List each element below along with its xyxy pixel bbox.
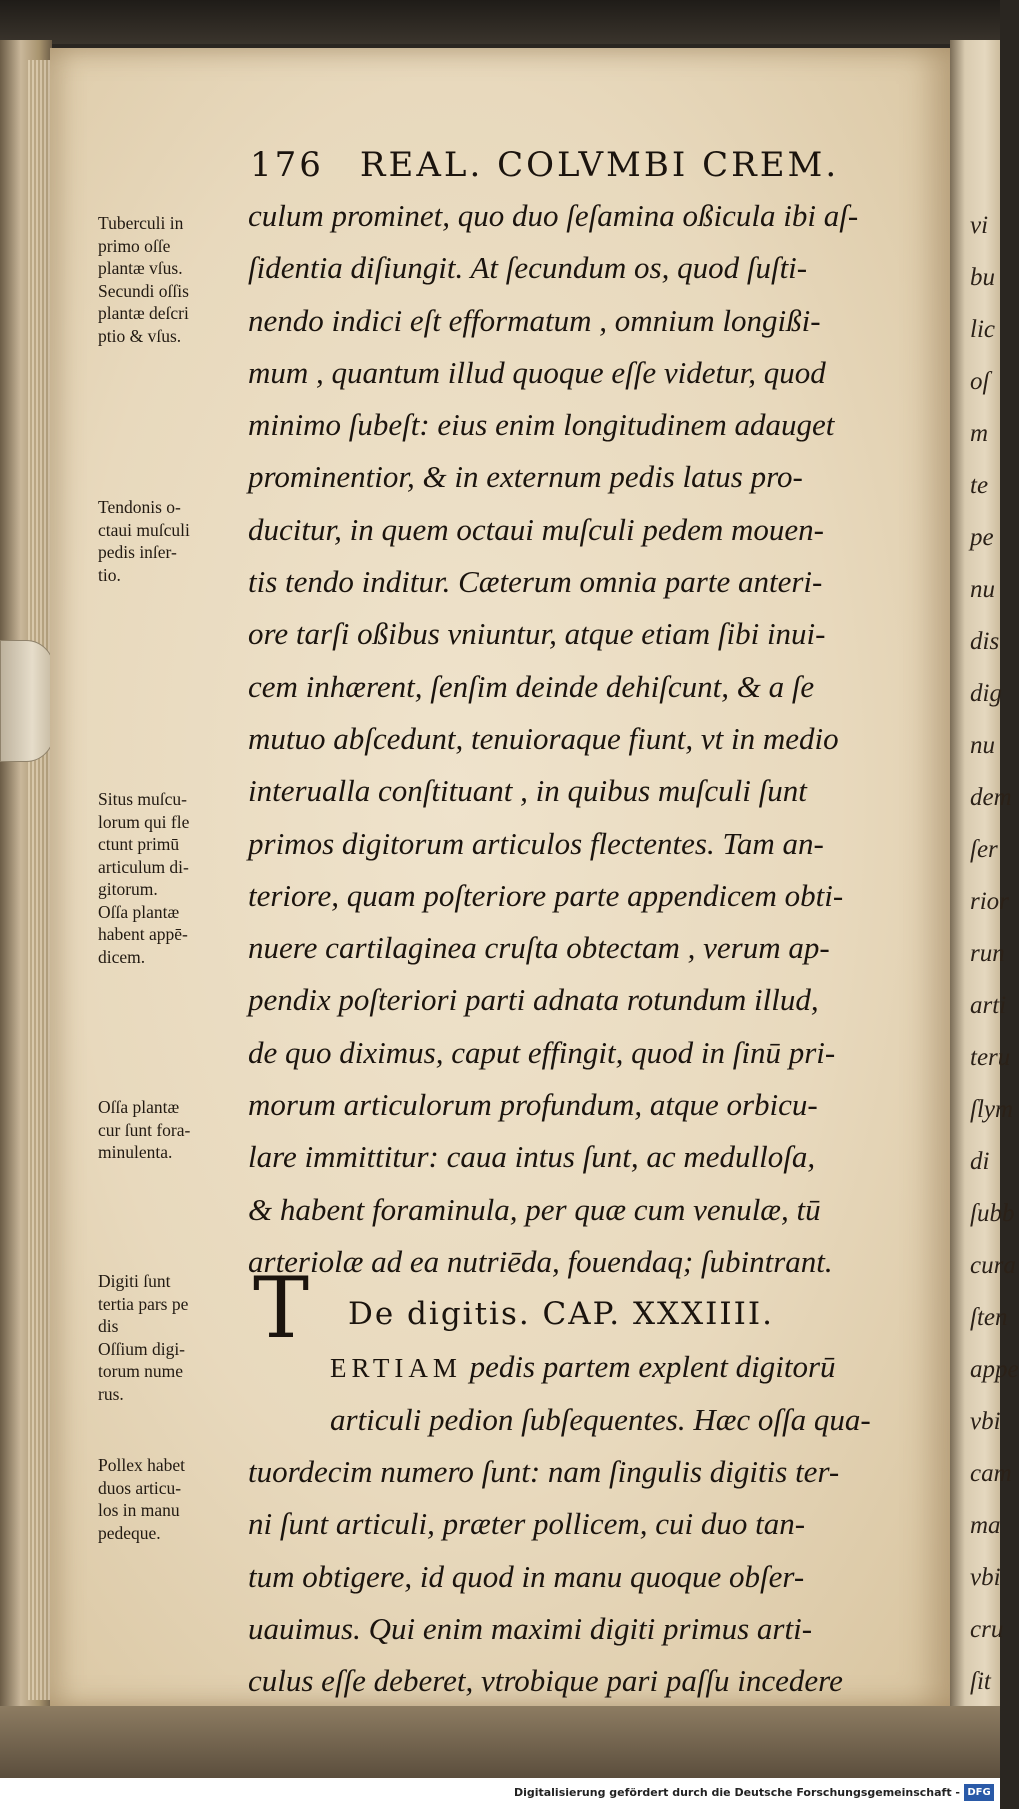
margin-note-line: gitorum.	[98, 879, 158, 899]
facing-page-fragment: arti	[970, 992, 1007, 1019]
margin-note-line: pedis inſer-	[98, 542, 177, 562]
margin-note-line: tio.	[98, 564, 121, 585]
facing-page-fragment: ſlym	[970, 1096, 1014, 1123]
text-line: interualla conſtituant , in quibus muſculi ſunt	[248, 773, 807, 809]
margin-note-line: primo oſſe	[98, 235, 171, 256]
text-line: ore tarſi oßibus vniuntur, atque etiam ſibi inui-	[248, 616, 826, 652]
margin-note-line: cur ſunt fora-	[98, 1119, 191, 1140]
text-line: ducitur, in quem octaui muſculi pedem mouen-	[248, 511, 824, 547]
facing-page-fragment: vi	[970, 212, 989, 239]
footer-credit: Digitalisierung gefördert durch die Deutsche Forschungsgemeinschaft -	[513, 1786, 960, 1799]
margin-note	[98, 1270, 258, 1405]
text-line: mutuo abſcedunt, tenuioraque fiunt, vt in medio	[248, 720, 839, 756]
footer-bar	[0, 1778, 1000, 1809]
text-line: teriore, quam poſteriore parte appendicem obti-	[248, 877, 844, 913]
margin-note	[98, 212, 258, 347]
margin-note-line: dis	[98, 1316, 119, 1336]
text-line: & habent foraminula, per quæ cum venulæ, tū	[248, 1191, 821, 1227]
facing-page-fragment: teru	[970, 1044, 1011, 1071]
text-line: prominentior, & in externum pedis latus pro-	[248, 459, 803, 495]
facing-page-fragment: cura	[970, 1252, 1016, 1279]
text-line: cem inhærent, ſenſim deinde dehiſcunt, & a ſe	[248, 668, 815, 704]
margin-note-line: Oſſa plantæ	[98, 1097, 180, 1117]
facing-page-fragment: cru	[970, 1616, 1004, 1643]
margin-note-line: duos articu-	[98, 1477, 182, 1498]
text-line: tuordecim numero ſunt: nam ſingulis digitis ter-	[248, 1454, 840, 1490]
facing-page-fragment: vbi	[970, 1408, 1001, 1435]
text-line: articuli pedion ſubſequentes. Hæc oſſa qua-	[330, 1401, 871, 1437]
text-line: arteriolæ ad ea nutriēda, fouendaq; ſubintrant.	[248, 1243, 833, 1279]
margin-note-line: ctunt primū	[98, 834, 180, 854]
text-line: primos digitorum articulos flectentes. Tam an-	[248, 825, 824, 861]
facing-page-fragment: dem	[970, 784, 1012, 811]
margin-note-line: los in manu	[98, 1500, 180, 1520]
margin-note-line: articulum di-	[98, 856, 189, 877]
margin-note-line: minulenta.	[98, 1142, 173, 1162]
text-line: ſidentia diſiungit. At ſecundum os, quod ſuſti-	[248, 250, 808, 286]
margin-note-line: habent appē-	[98, 924, 188, 944]
chapter-first-word: ERTIAM	[330, 1352, 462, 1383]
text-line: morum articulorum profundum, atque orbicu-	[248, 1087, 818, 1123]
margin-note	[98, 1096, 258, 1164]
facing-page-fragment: ſit	[970, 1668, 991, 1695]
running-title: REAL. COLVMBI CREM.	[359, 145, 840, 185]
margin-note-line: torum nume	[98, 1361, 184, 1381]
text-line: nendo indici eſt efformatum , omnium longißi-	[248, 302, 821, 338]
margin-note-line: Digiti ſunt	[98, 1271, 171, 1291]
margin-note-line: plantæ deſcri	[98, 303, 189, 323]
text-line: lare immittitur: caua intus ſunt, ac medulloſa,	[248, 1139, 816, 1175]
text-line: nuere cartilaginea cruſta obtectam , verum ap-	[248, 930, 830, 966]
text-line: ni ſunt articuli, præter pollicem, cui duo tan-	[248, 1506, 806, 1542]
facing-page-fragment: lic	[970, 316, 995, 343]
page-number: 176	[250, 145, 324, 185]
facing-page-fragment: run	[970, 940, 1005, 967]
text-line: minimo ſubeſt: eius enim longitudinem adauget	[248, 407, 835, 443]
margin-note-line: Oſſium digi-	[98, 1338, 186, 1359]
margin-note	[98, 788, 258, 968]
drop-cap: T	[253, 1259, 310, 1357]
facing-page-fragment: m	[970, 420, 989, 447]
facing-page-fragment: ſten	[970, 1304, 1008, 1331]
margin-note-line: Secundi oſſis	[98, 280, 189, 301]
margin-note-line: Tuberculi in	[98, 213, 184, 233]
facing-page-fragment: nu	[970, 732, 995, 759]
dfg-logo: DFG	[964, 1784, 994, 1801]
scanner-top-edge	[0, 0, 1000, 44]
margin-note-line: ctaui muſculi	[98, 519, 190, 540]
text-line: tis tendo inditur. Cæterum omnia parte anteri-	[248, 564, 823, 600]
text-line: culus eſſe deberet, vtrobique pari paſſu incedere	[248, 1663, 843, 1699]
facing-page-fragment: pe	[970, 524, 994, 551]
margin-note	[98, 496, 258, 586]
margin-note-line: pedeque.	[98, 1522, 161, 1543]
facing-page-fragment: ma	[970, 1512, 1001, 1539]
margin-note-line: dicem.	[98, 946, 146, 967]
facing-page-fragments	[970, 200, 1019, 1708]
margin-note-line: Pollex habet	[98, 1455, 185, 1475]
chapter-first-line	[248, 1341, 948, 1394]
margin-note-line: Tendonis o-	[98, 497, 181, 517]
facing-page-fragment: vbi	[970, 1564, 1001, 1591]
margin-note-line: rus.	[98, 1383, 124, 1404]
text-line: mum , quantum illud quoque eſſe videtur, quod	[248, 354, 826, 390]
chapter-heading: De digitis. CAP. XXXIIII.	[348, 1296, 774, 1333]
facing-page-fragment: ſer	[970, 836, 998, 863]
facing-page-fragment: cam	[970, 1460, 1012, 1487]
facing-page-fragment: rior	[970, 888, 1009, 915]
text-line: culum prominet, quo duo ſeſamina oßicula ibi aſ-	[248, 198, 859, 233]
margin-note-line: tertia pars pe	[98, 1293, 189, 1314]
facing-page-fragment: dig	[970, 680, 1002, 707]
running-head	[250, 145, 839, 185]
facing-page-fragment: appe	[970, 1356, 1019, 1383]
facing-page-fragment: ſubb	[970, 1200, 1015, 1227]
margin-note-line: Oſſa plantæ	[98, 901, 180, 922]
text-line: pendix poſteriori parti adnata rotundum illud,	[248, 982, 819, 1018]
text-line: pedis partem explent digitorū	[469, 1348, 836, 1384]
text-line: tum obtigere, id quod in manu quoque obſer-	[248, 1558, 805, 1594]
text-line: de quo diximus, caput effingit, quod in ſinū pri-	[248, 1034, 836, 1070]
facing-page-fragment: di	[970, 1148, 990, 1175]
book-clasp	[0, 640, 54, 762]
facing-page-fragment: dis	[970, 628, 1000, 655]
facing-page-fragment: oſ	[970, 368, 990, 395]
margin-note	[98, 1454, 258, 1544]
margin-note-line: lorum qui fle	[98, 811, 190, 832]
text-line: uauimus. Qui enim maximi digiti primus arti-	[248, 1611, 813, 1647]
facing-page-fragment: bu	[970, 264, 995, 291]
scanner-bottom-edge	[0, 1706, 1000, 1778]
margin-note-line: Situs muſcu-	[98, 789, 187, 809]
main-text-block	[248, 190, 948, 1760]
facing-page-fragment: nu	[970, 576, 995, 603]
margin-note-line: plantæ vſus.	[98, 258, 183, 278]
margin-note-line: ptio & vſus.	[98, 325, 182, 346]
facing-page-fragment: te	[970, 472, 989, 499]
